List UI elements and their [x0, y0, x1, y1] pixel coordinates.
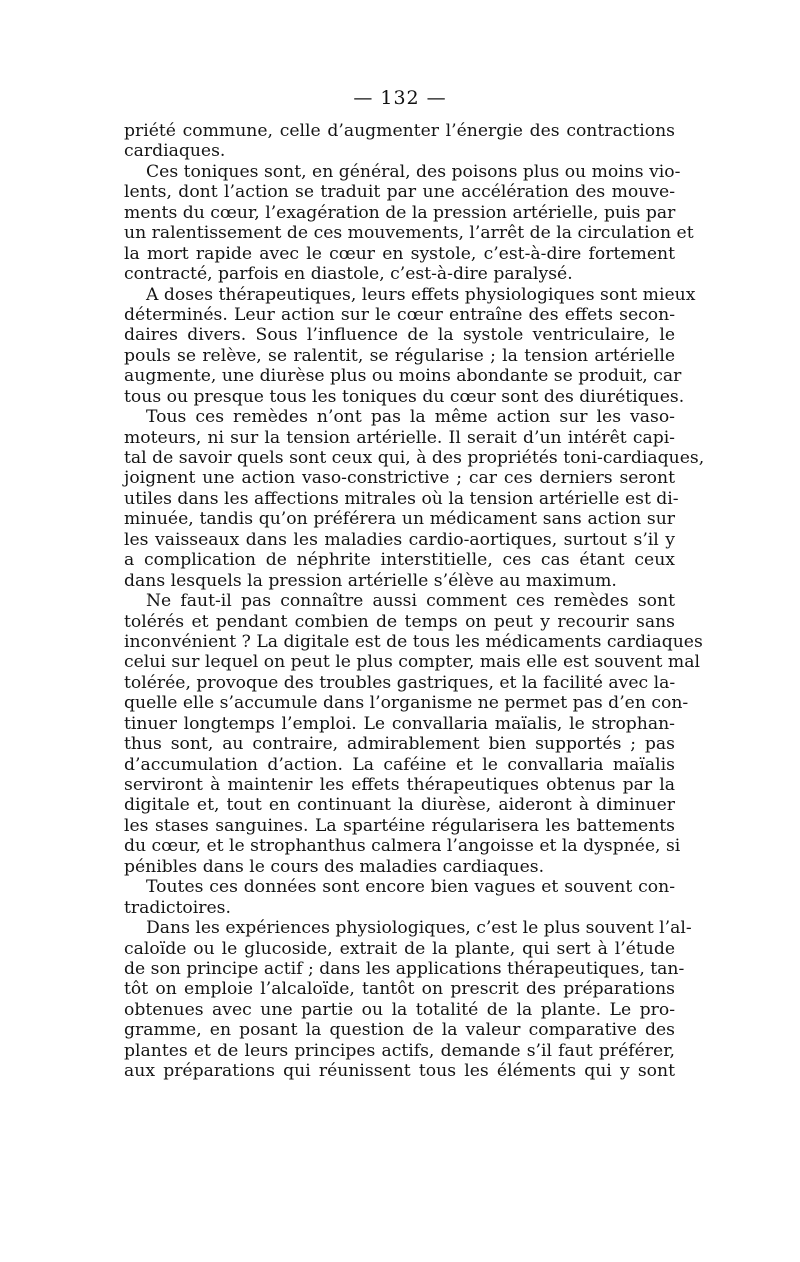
text-line: inconvénient ? La digitale est de tous les médicaments cardiaques — [124, 631, 703, 652]
text-line: Ne faut-il pas connaître aussi comment ces remèdes sont — [146, 591, 675, 612]
text-line: du cœur, et le strophanthus calmera l’angoisse et la dyspnée, si — [124, 836, 681, 857]
text-line: tous ou presque tous les toniques du cœur sont des diurétiques. — [124, 386, 685, 407]
page-number: — 132 — — [353, 87, 447, 109]
text-line: augmente, une diurèse plus ou moins abondante se produit, car — [124, 366, 682, 387]
text-line: serviront à maintenir les effets thérapeutiques obtenus par la — [124, 775, 675, 795]
text-line: les stases sanguines. La spartéine régularisera les battements — [124, 815, 675, 836]
text-line: gramme, en posant la question de la valeur comparative des — [124, 1020, 675, 1041]
text-line: la mort rapide avec le cœur en systole, c’est-à-dire fortement — [124, 243, 675, 264]
text-line: A doses thérapeutiques, leurs effets physiologiques sont mieux — [146, 284, 696, 305]
text-line: les vaisseaux dans les maladies cardio-aortiques, surtout s’il y — [124, 529, 675, 550]
text-line: Ces toniques sont, en général, des poisons plus ou moins vio- — [146, 161, 681, 182]
text-line: obtenues avec une partie ou la totalité de la plante. Le pro- — [124, 999, 675, 1020]
text-line: un ralentissement de ces mouvements, l’arrêt de la circulation et — [124, 223, 694, 244]
text-line: cardiaques. — [124, 141, 226, 162]
text-line: daires divers. Sous l’influence de la systole ventriculaire, le — [124, 325, 675, 346]
text-line: dans lesquels la pression artérielle s’élève au maximum. — [124, 570, 617, 591]
text-line: minuée, tandis qu’on préférera un médicament sans action sur — [124, 509, 675, 530]
text-line: tal de savoir quels sont ceux qui, à des propriétés toni-cardiaques, — [124, 448, 705, 468]
text-line: moteurs, ni sur la tension artérielle. Il serait d’un intérêt capi- — [124, 427, 675, 448]
text-line: aux préparations qui réunissent tous les éléments qui y sont — [124, 1061, 675, 1082]
text-line: thus sont, au contraire, admirablement bien supportés ; pas — [124, 734, 675, 755]
body-text — [124, 121, 705, 1082]
text-line: pénibles dans le cours des maladies cardiaques. — [124, 856, 545, 877]
text-line: priété commune, celle d’augmenter l’énergie des contractions — [124, 121, 675, 141]
text-line: tinuer longtemps l’emploi. Le convallaria maïalis, le strophan- — [124, 713, 675, 734]
text-line: déterminés. Leur action sur le cœur entraîne des effets secon- — [124, 304, 675, 325]
text-line: ments du cœur, l’exagération de la pression artérielle, puis par — [124, 202, 676, 223]
text-line: quelle elle s’accumule dans l’organisme ne permet pas d’en con- — [124, 693, 689, 714]
text-line: tolérés et pendant combien de temps on peut y recourir sans — [124, 611, 675, 632]
text-line: lents, dont l’action se traduit par une accélération des mouve- — [124, 182, 675, 203]
text-line: contracté, parfois en diastole, c’est-à-dire paralysé. — [124, 264, 573, 285]
text-line: pouls se relève, se ralentit, se régularise ; la tension artérielle — [124, 345, 675, 366]
text-line: Tous ces remèdes n’ont pas la même action sur les vaso- — [146, 407, 675, 428]
text-line: Dans les expériences physiologiques, c’est le plus souvent l’al- — [146, 918, 692, 939]
text-line: de son principe actif ; dans les applications thérapeutiques, tan- — [124, 958, 685, 979]
text-line: a complication de néphrite interstitielle, ces cas étant ceux — [124, 550, 675, 571]
text-line: digitale et, tout en continuant la diurèse, aideront à diminuer — [124, 795, 675, 816]
text-line: caloïde ou le glucoside, extrait de la plante, qui sert à l’étude — [124, 938, 675, 959]
text-line: utiles dans les affections mitrales où la tension artérielle est di- — [124, 488, 679, 509]
text-line: Toutes ces données sont encore bien vagues et souvent con- — [146, 877, 675, 898]
text-line: plantes et de leurs principes actifs, demande s’il faut préférer, — [124, 1040, 675, 1061]
text-line: tolérée, provoque des troubles gastriques, et la facilité avec la- — [124, 672, 676, 693]
text-line: d’accumulation d’action. La caféine et le convallaria maïalis — [124, 754, 675, 775]
text-line: joignent une action vaso-constrictive ; car ces derniers seront — [124, 468, 675, 489]
text-line: tôt on emploie l’alcaloïde, tantôt on prescrit des préparations — [124, 979, 675, 1000]
text-line: celui sur lequel on peut le plus compter, mais elle est souvent mal — [124, 652, 700, 673]
text-line: tradictoires. — [124, 897, 231, 918]
